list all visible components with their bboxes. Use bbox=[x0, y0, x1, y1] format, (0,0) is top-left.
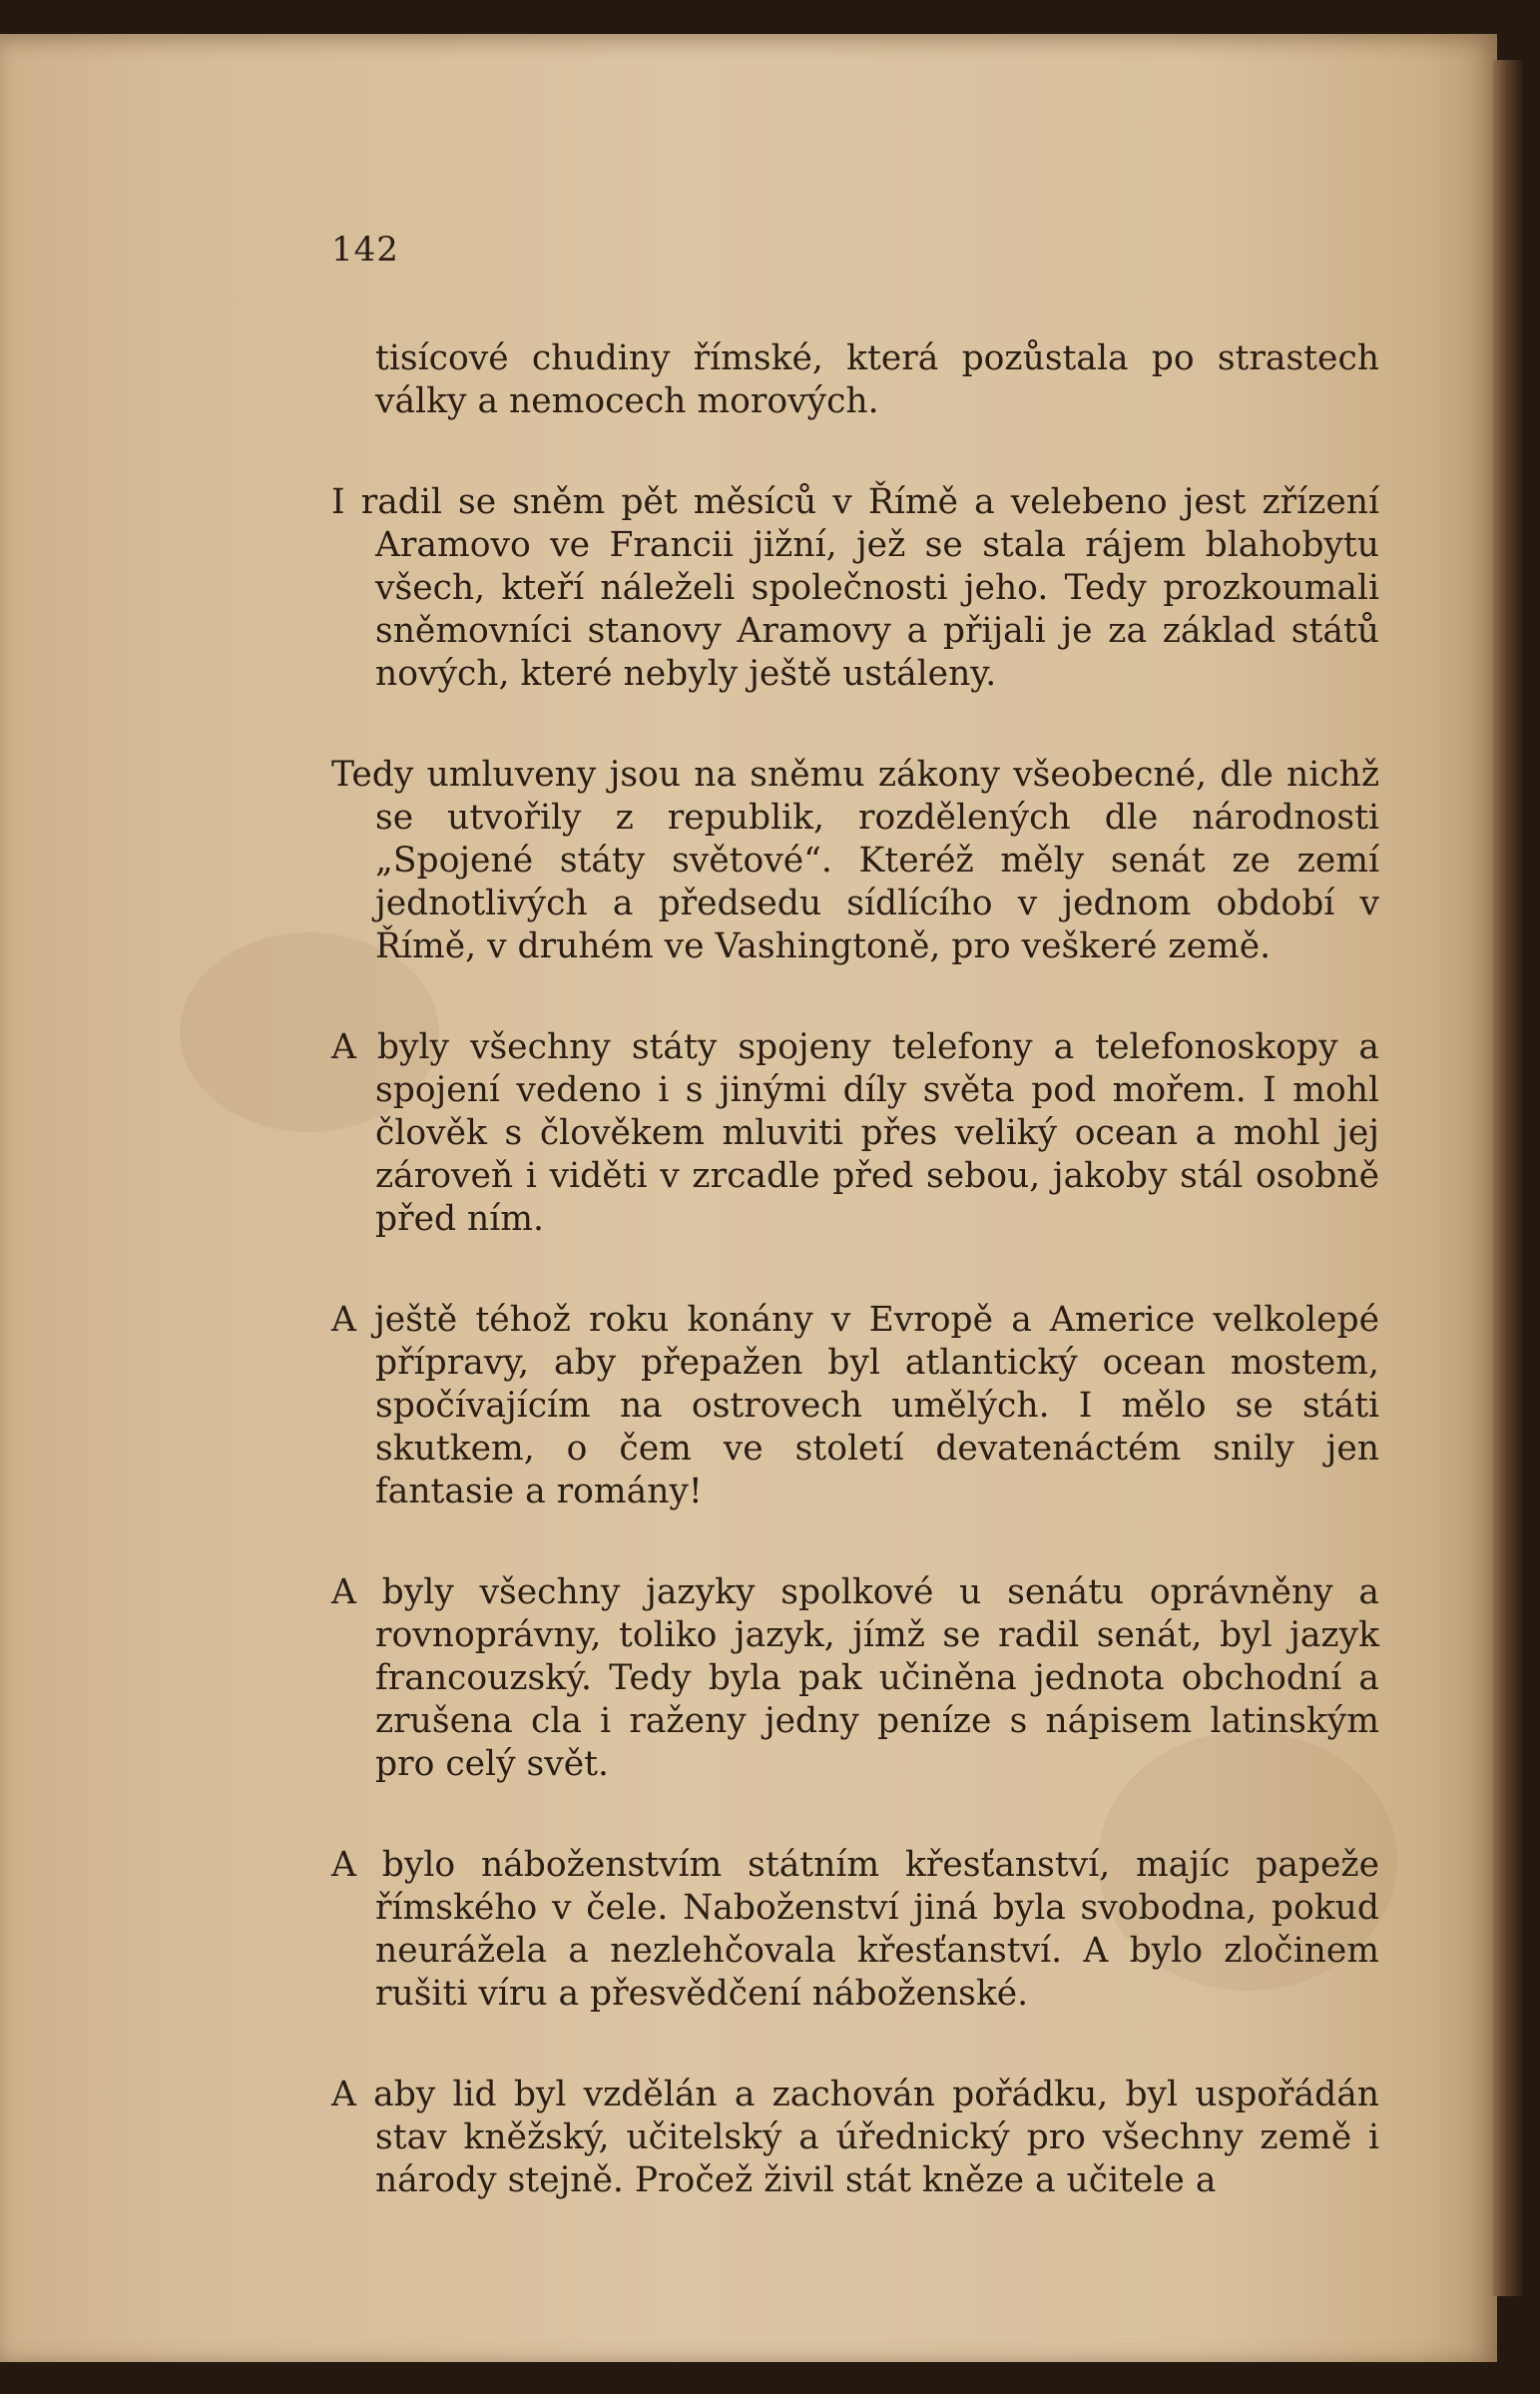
paragraph-2: I radil se sněm pět měsíců v Římě a velebeno jest zřízení Aramovo ve Francii jižní, jež se stala rájem blahobytu všech, kteří náleželi společnosti jeho. Tedy prozkoumali sněmovníci stanovy Aramovy a přijali je za základ států nových, které nebyly ještě ustáleny. bbox=[331, 482, 1379, 694]
book-page bbox=[0, 34, 1497, 2362]
paragraph-6: A byly všechny jazyky spolkové u senátu oprávněny a rovnoprávny, toliko jazyk, jímž se radil senát, byl jazyk francouzský. Tedy byla pak učiněna jednota obchodní a zrušena cla i raženy jedny peníze s nápisem latinským pro celý svět. bbox=[331, 1572, 1379, 1784]
paragraph-3: Tedy umluveny jsou na sněmu zákony všeobecné, dle nichž se utvořily z republik, rozdělených dle národnosti „Spojené státy světové“. Kteréž měly senát ze zemí jednotlivých a předsedu sídlícího v jednom období v Římě, v druhém ve Vashingtoně, pro veškeré země. bbox=[331, 755, 1379, 966]
paragraph-7: A bylo náboženstvím státním křesťanství, majíc papeže římského v čele. Naboženství jiná byla svobodna, pokud neurážela a nezlehčovala křesťanství. A bylo zločinem rušiti víru a přesvědčení náboženské. bbox=[331, 1845, 1379, 2014]
paragraph-8: A aby lid byl vzdělán a zachován pořádku, byl uspořádán stav kněžský, učitelský a úřednický pro všechny země i národy stejně. Pročež živil stát kněze a učitele a bbox=[331, 2075, 1379, 2200]
text-block bbox=[331, 230, 1379, 2260]
paragraph-4: A byly všechny státy spojeny telefony a telefonoskopy a spojení vedeno i s jinými díly světa pod mořem. I mohl člověk s člověkem mluviti přes veliký ocean a mohl jej zároveň i viděti v zrcadle před sebou, jakoby stál osobně před ním. bbox=[331, 1027, 1379, 1239]
page-edge-shadow bbox=[1493, 60, 1523, 2296]
page-number: 142 bbox=[331, 230, 399, 270]
paragraph-1: tisícové chudiny římské, která pozůstala po strastech války a nemocech morových. bbox=[375, 338, 1379, 421]
paragraph-5: A ještě téhož roku konány v Evropě a Americe velkolepé přípravy, aby přepažen byl atlantický ocean mostem, spočívajícím na ostrovech umělých. I mělo se státi skutkem, o čem ve století devatenáctém snily jen fantasie a romány! bbox=[331, 1300, 1379, 1511]
